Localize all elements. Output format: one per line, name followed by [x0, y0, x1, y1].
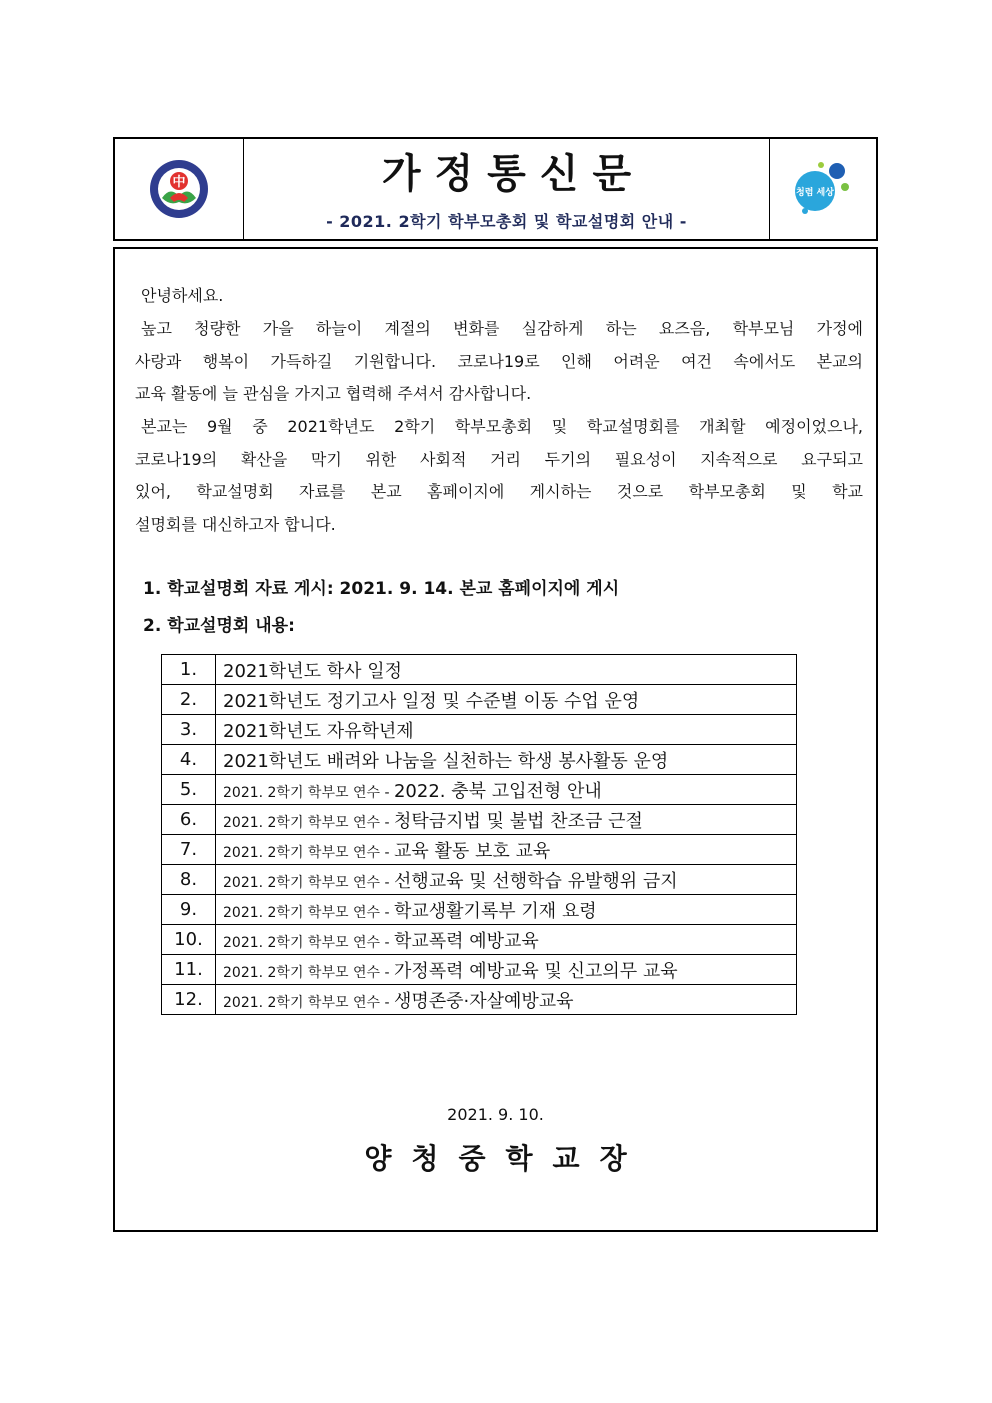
row-prefix: 2021. 2학기 학부모 연수 -: [223, 964, 394, 981]
row-number: 5.: [162, 775, 216, 805]
table-row: [162, 655, 797, 685]
table-row: [162, 715, 797, 745]
paragraph-2: [135, 411, 863, 541]
school-emblem-icon: [148, 158, 210, 220]
row-prefix: 2021. 2학기 학부모 연수 -: [223, 814, 394, 831]
contents-table: [161, 654, 797, 1015]
row-text: 2021. 2학기 학부모 연수 - 청탁금지법 및 불법 찬조금 근절: [216, 805, 797, 835]
title-cell: [244, 139, 769, 239]
row-text: 2021학년도 정기고사 일정 및 수준별 이동 수업 운영: [216, 685, 797, 715]
table-row: [162, 865, 797, 895]
row-text: 2021학년도 자유학년제: [216, 715, 797, 745]
issue-date: 2021. 9. 10.: [447, 1105, 544, 1124]
row-prefix: 2021. 2학기 학부모 연수 -: [223, 844, 394, 861]
row-text: 2021. 2학기 학부모 연수 - 가정폭력 예방교육 및 신고의무 교육: [216, 955, 797, 985]
row-number: 12.: [162, 985, 216, 1015]
row-number: 10.: [162, 925, 216, 955]
row-number: 9.: [162, 895, 216, 925]
section-heading-2: 2. 학교설명회 내용:: [143, 616, 295, 636]
table-row: [162, 805, 797, 835]
right-logo-cell: [769, 139, 876, 239]
paragraph-1-line-2: 사랑과 행복이 가득하길 기원합니다. 코로나19로 인해 어려운 여건 속에서도 본교의: [135, 351, 863, 371]
table-row: [162, 745, 797, 775]
row-number: 8.: [162, 865, 216, 895]
paragraph-1: [135, 313, 863, 411]
page-subtitle: - 2021. 2학기 학부모총회 및 학교설명회 안내 -: [326, 212, 687, 231]
letter-body: [113, 247, 878, 1232]
section-heading-1: 1. 학교설명회 자료 게시: 2021. 9. 14. 본교 홈페이지에 게시: [143, 579, 620, 599]
svg-text:청렴 세상: 청렴 세상: [796, 188, 834, 198]
table-row: [162, 775, 797, 805]
row-number: 7.: [162, 835, 216, 865]
paragraph-2-line-4: 설명회를 대신하고자 합니다.: [135, 514, 336, 534]
row-prefix: 2021. 2학기 학부모 연수 -: [223, 904, 394, 921]
signer-name: 양청중학교장: [364, 1142, 647, 1175]
row-number: 3.: [162, 715, 216, 745]
row-number: 2.: [162, 685, 216, 715]
table-row: [162, 955, 797, 985]
table-row: [162, 895, 797, 925]
row-number: 11.: [162, 955, 216, 985]
paragraph-2-line-2: 코로나19의 확산을 막기 위한 사회적 거리 두기의 필요성이 지속적으로 요구되고: [135, 449, 863, 469]
row-prefix: 2021. 2학기 학부모 연수 -: [223, 934, 394, 951]
row-number: 4.: [162, 745, 216, 775]
education-slogan-logo-icon: [791, 157, 855, 221]
row-text: 2021학년도 학사 일정: [216, 655, 797, 685]
row-number: 6.: [162, 805, 216, 835]
paragraph-2-line-3: 있어, 학교설명회 자료를 본교 홈페이지에 게시하는 것으로 학부모총회 및 학교: [135, 482, 863, 501]
paragraph-1-line-1: 높고 청량한 가을 하늘이 계절의 변화를 실감하게 하는 요즈음, 학부모님 가정에: [141, 319, 863, 338]
greeting-paragraph: [135, 280, 863, 313]
row-prefix: 2021. 2학기 학부모 연수 -: [223, 874, 394, 891]
row-text: 2021. 2학기 학부모 연수 - 학교폭력 예방교육: [216, 925, 797, 955]
letter-header: [113, 137, 878, 241]
table-row: [162, 985, 797, 1015]
row-prefix: 2021. 2학기 학부모 연수 -: [223, 994, 394, 1011]
table-row: [162, 925, 797, 955]
school-logo-cell: [115, 139, 244, 239]
paragraph-2-line-1: 본교는 9월 중 2021학년도 2학기 학부모총회 및 학교설명회를 개최할 예정이었으나,: [141, 417, 863, 436]
row-text: 2021. 2학기 학부모 연수 - 교육 활동 보호 교육: [216, 835, 797, 865]
paragraph-1-line-3: 교육 활동에 늘 관심을 가지고 협력해 주셔서 감사합니다.: [135, 384, 532, 403]
row-text: 2021학년도 배려와 나눔을 실천하는 학생 봉사활동 운영: [216, 745, 797, 775]
table-row: [162, 835, 797, 865]
table-row: [162, 685, 797, 715]
greeting: 안녕하세요.: [141, 286, 224, 305]
row-text: 2021. 2학기 학부모 연수 - 2022. 충북 고입전형 안내: [216, 775, 797, 805]
row-text: 2021. 2학기 학부모 연수 - 생명존중·자살예방교육: [216, 985, 797, 1015]
row-number: 1.: [162, 655, 216, 685]
page-title: 가정통신문: [381, 151, 646, 197]
svg-text:中: 中: [172, 175, 186, 190]
row-text: 2021. 2학기 학부모 연수 - 선행교육 및 선행학습 유발행위 금지: [216, 865, 797, 895]
row-text: 2021. 2학기 학부모 연수 - 학교생활기록부 기재 요령: [216, 895, 797, 925]
row-prefix: 2021. 2학기 학부모 연수 -: [223, 784, 394, 801]
